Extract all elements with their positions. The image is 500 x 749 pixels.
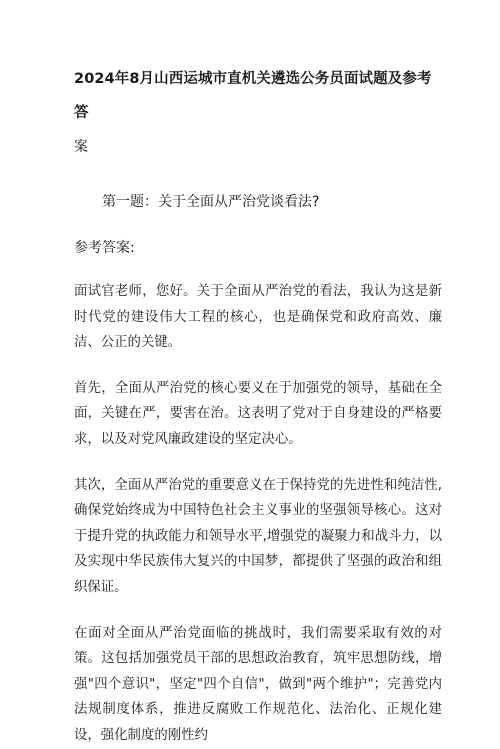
answer-paragraph-1: 面试官老师，您好。关于全面从严治党的看法，我认为这是新时代党的建设伟大工程的核心，也是确保党和政府高效、廉洁、公正的关键。: [74, 284, 442, 351]
answer-paragraph-3: 其次，全面从严治党的重要意义在于保持党的先进性和纯洁性,确保党始终成为中国特色社会主义事业的坚强领导核心。这对于提升党的执政能力和领导水平,增强党的凝聚力和战斗力，以及实现中华民族伟大复兴的中国梦，都提供了坚强的政治和组织保证。: [74, 477, 442, 595]
answer-label: 参考答案:: [74, 240, 135, 256]
answer-paragraph-4: 在面对全面从严治党面临的挑战时，我们需要采取有效的对策。这包括加强党员干部的思想政治教育，筑牢思想防线，增强"四个意识"，坚定"四个自信"，做到"两个维护"；完善党内法规制度体系，推进反腐败工作规范化、法治化、正规化建设，强化制度的刚性约: [74, 625, 442, 743]
document-title-main: 2024年8月山西运城市直机关遴选公务员面试题及参考答: [74, 71, 432, 121]
document-title-tail: 案: [74, 139, 89, 155]
question-heading: 第一题：关于全面从严治党谈看法?: [102, 194, 320, 210]
answer-paragraph-2: 首先，全面从严治党的核心要义在于加强党的领导，基础在全面，关键在严，要害在治。这表明了党对于自身建设的严格要求，以及对党风廉政建设的坚定决心。: [74, 380, 442, 447]
document-title: [74, 62, 442, 164]
